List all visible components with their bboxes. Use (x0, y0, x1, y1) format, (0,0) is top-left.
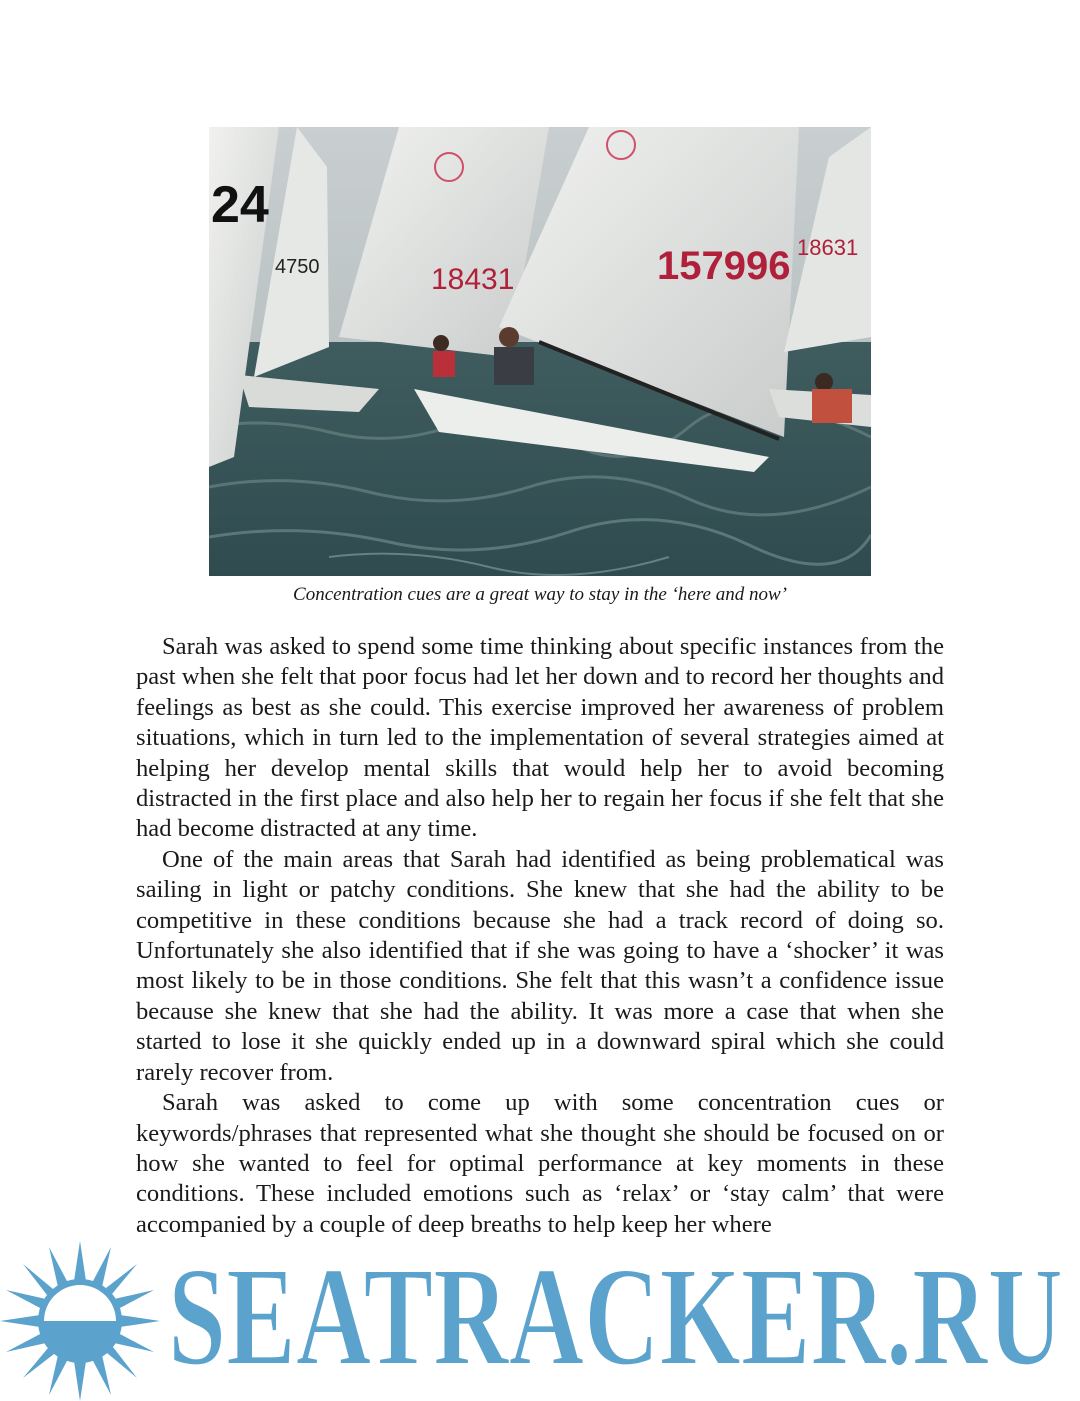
sail-number-18631: 18631 (797, 235, 859, 260)
sail-number-18431: 18431 (431, 263, 515, 296)
watermark-text (168, 1252, 1068, 1377)
sailing-photo (209, 127, 871, 576)
paragraph-1: Sarah was asked to spend some time thinking about specific instances from the past when she felt that poor focus had let her down and to record her thoughts and feelings as best as she could. This exercise improved her awareness of problem situations, which in turn led to the implementation of several strategies aimed at helping her develop mental skills that would help her to avoid becoming distracted in the first place and also help her to regain her focus if she felt that she had become distracted at any time. (136, 633, 944, 843)
watermark-label: SEATRACKER.RU (168, 1252, 1063, 1377)
sail-number-157996: 157996 (657, 244, 791, 288)
figure-caption: Concentration cues are a great way to stay in the ‘here and now’ (293, 584, 787, 605)
sail-number-24: 24 (211, 176, 269, 234)
watermark (0, 1237, 1080, 1397)
sun-logo-icon (0, 1241, 160, 1401)
paragraph-2: One of the main areas that Sarah had identified as being problematical was sailing in light or patchy conditions. She knew that she had the ability to be competitive in these conditions because she had a track record of doing so. Unfortunately she also identified that if she was going to have a ‘shocker’ it was most likely to be in those conditions. She felt that this wasn’t a confidence issue because she knew that she had the ability. It was more a case that when she started to lose it she quickly ended up in a downward spiral which she could rarely recover from. (136, 845, 944, 1086)
sailing-photo-illustration (209, 127, 871, 576)
paragraph-3: Sarah was asked to come up with some concentration cues or keywords/phrases that represented what she thought she should be focused on or how she wanted to feel for optimal performance at key moments in these conditions. These included emotions such as ‘relax’ or ‘stay calm’ that were accompanied by a couple of deep breaths to help keep her where (136, 1089, 944, 1238)
sail-number-4750: 4750 (275, 256, 320, 278)
body-text (136, 632, 944, 1240)
